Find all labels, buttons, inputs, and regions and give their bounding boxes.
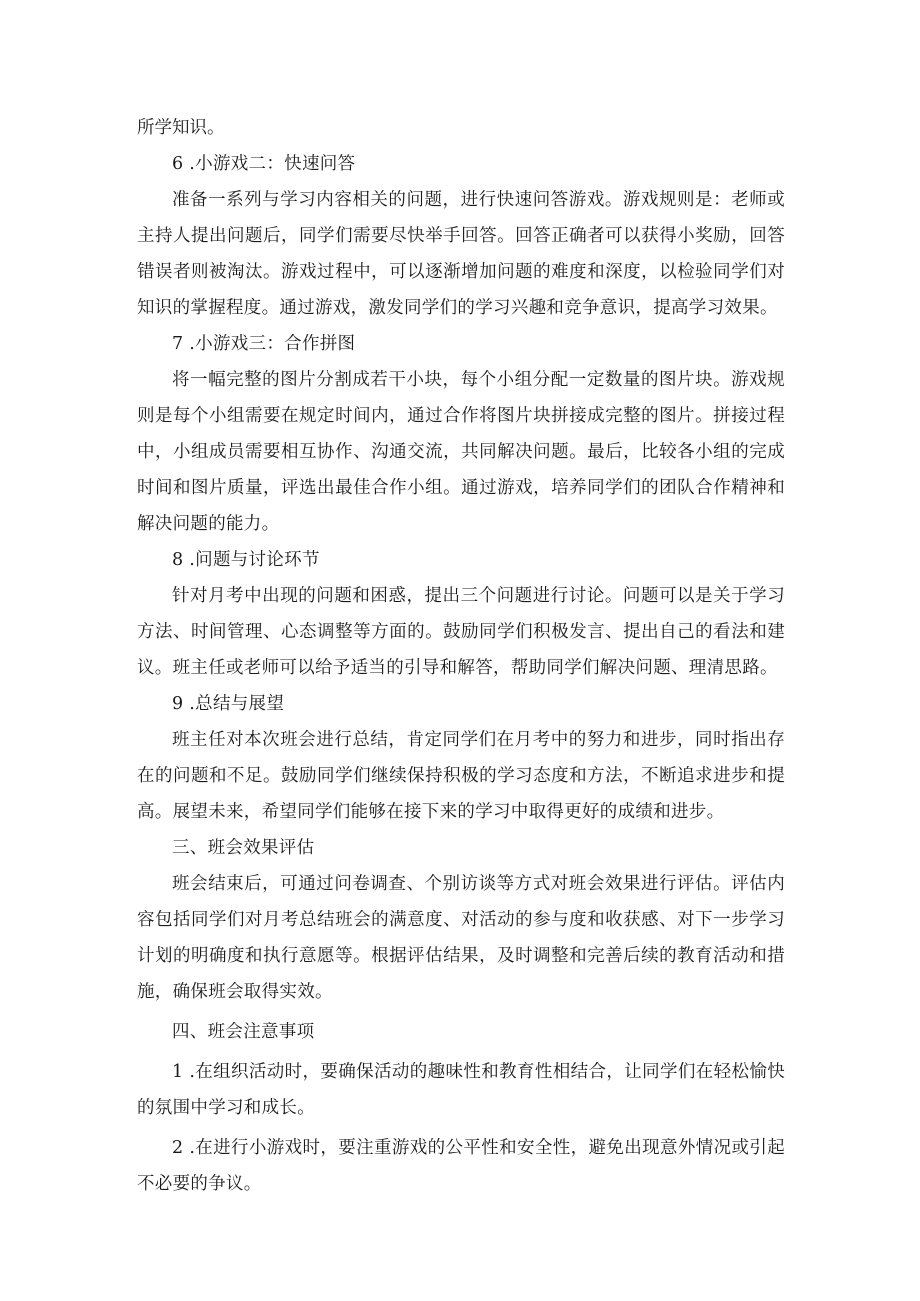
section-body-game-3: 将一幅完整的图片分割成若干小块，每个小组分配一定数量的图片块。游戏规则是每个小组需要在规定时间内，通过合作将图片块拼接成完整的图片。拼接过程中，小组成员需要相互协作、沟通交流，共同解决问题。最后，比较各小组的完成时间和图片质量，评选出最佳合作小组。通过游戏，培养同学们的团队合作精神和解决问题的能力。 [137,370,785,534]
section-body-discussion: 针对月考中出现的问题和困惑，提出三个问题进行讨论。问题可以是关于学习方法、时间管理、心态调整等方面的。鼓励同学们积极发言、提出自己的看法和建议。班主任或老师可以给予适当的引导和解答，帮助同学们解决问题、理清思路。 [137,586,785,678]
note-item-2: 2 .在进行小游戏时，要注重游戏的公平性和安全性，避免出现意外情况或引起不必要的争议。 [137,1138,785,1194]
section-heading-evaluation: 三、班会效果评估 [172,838,315,858]
section-body-evaluation: 班会结束后，可通过问卷调查、个别访谈等方式对班会效果进行评估。评估内容包括同学们对月考总结班会的满意度、对活动的参与度和收获感、对下一步学习计划的明确度和执行意愿等。根据评估结果，及时调整和完善后续的教育活动和措施，确保班会取得实效。 [137,874,785,1002]
document-page [137,110,785,1202]
section-heading-discussion: 8 .问题与讨论环节 [172,550,320,570]
section-heading-summary: 9 .总结与展望 [172,694,285,714]
section-heading-game-2: 6 .小游戏二：快速问答 [172,154,356,174]
note-item-1: 1 .在组织活动时，要确保活动的趣味性和教育性相结合，让同学们在轻松愉快的氛围中学习和成长。 [137,1062,785,1118]
continuation-text: 所学知识。 [137,118,225,138]
section-heading-notes: 四、班会注意事项 [172,1022,315,1042]
section-heading-game-3: 7 .小游戏三：合作拼图 [172,334,356,354]
section-body-summary: 班主任对本次班会进行总结，肯定同学们在月考中的努力和进步，同时指出存在的问题和不足。鼓励同学们继续保持积极的学习态度和方法，不断追求进步和提高。展望未来，希望同学们能够在接下来的学习中取得更好的成绩和进步。 [137,730,785,822]
section-body-game-2: 准备一系列与学习内容相关的问题，进行快速问答游戏。游戏规则是：老师或主持人提出问题后，同学们需要尽快举手回答。回答正确者可以获得小奖励，回答错误者则被淘汰。游戏过程中，可以逐渐增加问题的难度和深度，以检验同学们对知识的掌握程度。通过游戏，激发同学们的学习兴趣和竞争意识，提高学习效果。 [137,190,785,318]
